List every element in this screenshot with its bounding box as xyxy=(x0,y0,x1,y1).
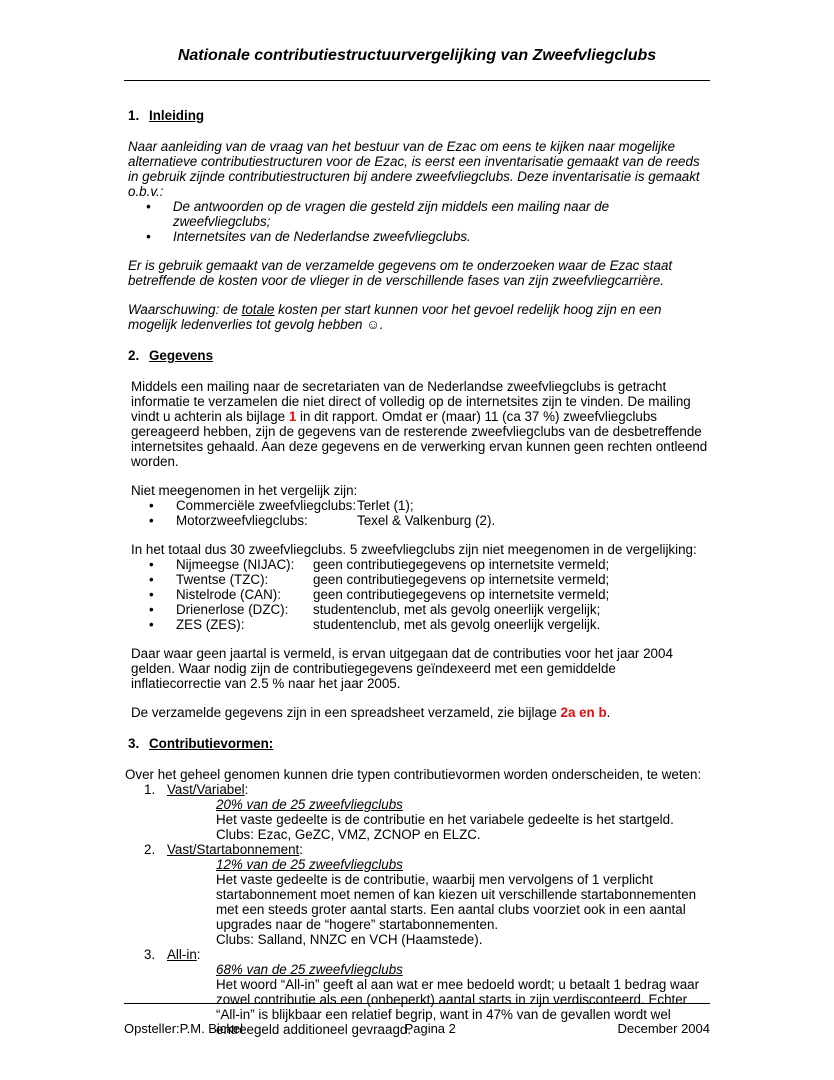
list-item xyxy=(131,602,708,617)
list-item xyxy=(131,557,708,572)
section1-title: Inleiding xyxy=(149,108,205,123)
section2-heading xyxy=(128,348,708,363)
list-item xyxy=(131,617,708,632)
item-share: 20% van de 25 zweefvliegclubs xyxy=(216,797,403,812)
not-included-list xyxy=(131,498,708,528)
bullet-text: Internetsites van de Nederlandse zweefvliegclubs. xyxy=(173,229,471,244)
section1-para1: Naar aanleiding van de vraag van het bestuur van de Ezac om eens te kijken naar mogelijke alternatieve contributiestructuren voor de Ezac, is eerst een inventarisatie gemaakt van de reeds in gebruik zijnde contributiestructuren bij andere zweefvliegclubs. Deze inventarisatie is gemaakt o.b.v.: xyxy=(128,139,700,199)
list-item xyxy=(131,572,708,587)
warning-emphasis: totale xyxy=(241,302,275,317)
bullet-icon: • xyxy=(149,498,154,513)
section1-number: 1. xyxy=(128,108,140,123)
item-value: studentenclub, met als gevolg oneerlijk vergelijk; xyxy=(313,602,601,617)
item-share: 12% van de 25 zweefvliegclubs xyxy=(216,857,403,872)
item-value: geen contributiegegevens op internetsite vermeld; xyxy=(313,587,610,602)
bullet-icon: • xyxy=(149,572,154,587)
section2-number: 2. xyxy=(128,348,140,363)
item-label: Commerciële zweefvliegclubs: xyxy=(176,498,357,513)
section2-title: Gegevens xyxy=(149,348,214,363)
item-label: Motorzweefvliegclubs: xyxy=(176,513,308,528)
item-value: Texel & Valkenburg (2). xyxy=(357,513,496,528)
list-item: 2. Vast/Startabonnement: xyxy=(125,842,708,857)
list-item xyxy=(128,199,708,229)
appendix-ref-2: 2a en b xyxy=(560,705,607,720)
section3-number: 3. xyxy=(128,736,140,751)
section3-intro: Over het geheel genomen kunnen drie typen contributievormen worden onderscheiden, te weten: xyxy=(125,767,702,782)
list-item xyxy=(128,229,708,244)
section1-heading xyxy=(128,108,708,123)
item-label: Drienerlose (DZC): xyxy=(176,602,289,617)
list-item xyxy=(131,513,708,528)
section1-para2: Er is gebruik gemaakt van de verzamelde gegevens om te onderzoeken waar de Ezac staat betreffende de kosten voor de vlieger in de verschillende fases van zijn zweefvliegcarrière. xyxy=(128,258,673,288)
item-detail xyxy=(125,797,708,842)
item-line: Clubs: Ezac, GeZC, VMZ, ZCNOP en ELZC. xyxy=(216,827,481,842)
item-label: Twentse (TZC): xyxy=(176,572,269,587)
list-item: 3. All-in: xyxy=(125,947,708,962)
section1-bullets xyxy=(128,199,708,244)
total-intro: In het totaal dus 30 zweefvliegclubs. 5 zweefvliegclubs zijn niet meegenomen in de vergelijking: xyxy=(131,542,697,557)
section2-para3: De verzamelde gegevens zijn in een spreadsheet verzameld, zie bijlage 2a en b. xyxy=(131,705,611,720)
section2-para1: Middels een mailing naar de secretariaten van de Nederlandse zweefvliegclubs is getracht informatie te verzamelen die niet direct of volledig op de internetsites zijn te vinden. De mailing vindt u achterin als bijlage 1 in dit rapport. Omdat er (maar) 11 (ca 37 %) zweefvliegclubs gereageerd hebben, zijn de gegevens van de resterende zweefvliegclubs van de desbetreffende internetsites gehaald. Aan deze gegevens en de verwerking ervan kunnen geen rechten ontleend worden. xyxy=(131,379,708,469)
item-value: Terlet (1); xyxy=(357,498,414,513)
item-number: 1. xyxy=(144,782,156,797)
item-name: All-in xyxy=(167,947,197,962)
item-label: ZES (ZES): xyxy=(176,617,245,632)
item-label: Nistelrode (CAN): xyxy=(176,587,281,602)
item-name: Vast/Variabel xyxy=(167,782,245,797)
section3-title: Contributievormen: xyxy=(149,736,274,751)
item-number: 3. xyxy=(144,947,156,962)
list-item xyxy=(131,587,708,602)
item-line: Clubs: Salland, NNZC en VCH (Haamstede). xyxy=(216,932,483,947)
appendix-ref-1: 1 xyxy=(288,409,297,424)
section2-para2: Daar waar geen jaartal is vermeld, is ervan uitgegaan dat de contributies voor het jaar 2004 gelden. Waar nodig zijn de contributiegegevens geïndexeerd met een gemiddelde inflatiecorrectie van 2.5 % naar het jaar 2005. xyxy=(131,646,673,691)
section1-warning: Waarschuwing: de totale kosten per start kunnen voor het gevoel redelijk hoog zijn en een mogelijk ledenverlies tot gevolg hebben ☺. xyxy=(128,302,662,332)
bullet-icon: • xyxy=(149,602,154,617)
item-name: Vast/Startabonnement xyxy=(167,842,300,857)
bullet-icon: • xyxy=(146,199,151,214)
not-included-intro: Niet meegenomen in het vergelijk zijn: xyxy=(131,483,358,498)
page-footer xyxy=(124,1021,710,1036)
excluded-list xyxy=(131,557,708,632)
list-item: 1. Vast/Variabel: xyxy=(125,782,708,797)
header-rule xyxy=(124,80,710,81)
bullet-icon: • xyxy=(149,557,154,572)
footer-date: December 2004 xyxy=(617,1021,710,1036)
section3-heading xyxy=(128,736,708,751)
item-line: Het vaste gedeelte is de contributie en het variabele gedeelte is het startgeld. xyxy=(216,812,674,827)
list-item xyxy=(131,498,708,513)
item-detail xyxy=(125,857,708,947)
document-title: Nationale contributiestructuurvergelijking van Zweefvliegclubs xyxy=(177,47,657,64)
bullet-icon: • xyxy=(149,587,154,602)
bullet-icon: • xyxy=(149,513,154,528)
item-line: Het woord “All-in” geeft al aan wat er mee bedoeld wordt; u betaalt 1 bedrag waar zowel contributie als een (onbeperkt) aantal starts in zijn verdisconteerd. Echter “All-in” is blijkbaar een relatief begrip, want in 47% van de gevallen wordt wel entreegeld additioneel gevraagd. xyxy=(216,977,700,1037)
contribution-types-list xyxy=(125,782,708,1037)
bullet-icon: • xyxy=(146,229,151,244)
item-share: 68% van de 25 zweefvliegclubs xyxy=(216,962,403,977)
footer-author: Opsteller:P.M. Bickel xyxy=(124,1021,243,1036)
bullet-text: De antwoorden op de vragen die gesteld zijn middels een mailing naar de zweefvliegclubs; xyxy=(172,199,610,229)
footer-rule xyxy=(124,1003,710,1004)
item-value: studentenclub, met als gevolg oneerlijk vergelijk. xyxy=(313,617,601,632)
item-line: Het vaste gedeelte is de contributie, waarbij men vervolgens of 1 verplicht startabonnement moet nemen of kan kiezen uit verschillende startabonnementen met een steeds groter aantal starts. Een aantal clubs voorziet ook in een aantal upgrades naar de “hogere” startabonnementen. xyxy=(216,872,697,932)
item-label: Nijmeegse (NIJAC): xyxy=(176,557,295,572)
bullet-icon: • xyxy=(149,617,154,632)
item-value: geen contributiegegevens op internetsite vermeld; xyxy=(313,557,610,572)
item-number: 2. xyxy=(144,842,156,857)
item-value: geen contributiegegevens op internetsite vermeld; xyxy=(313,572,610,587)
page-content xyxy=(125,108,708,1037)
footer-page-number: Pagina 2 xyxy=(404,1021,456,1036)
